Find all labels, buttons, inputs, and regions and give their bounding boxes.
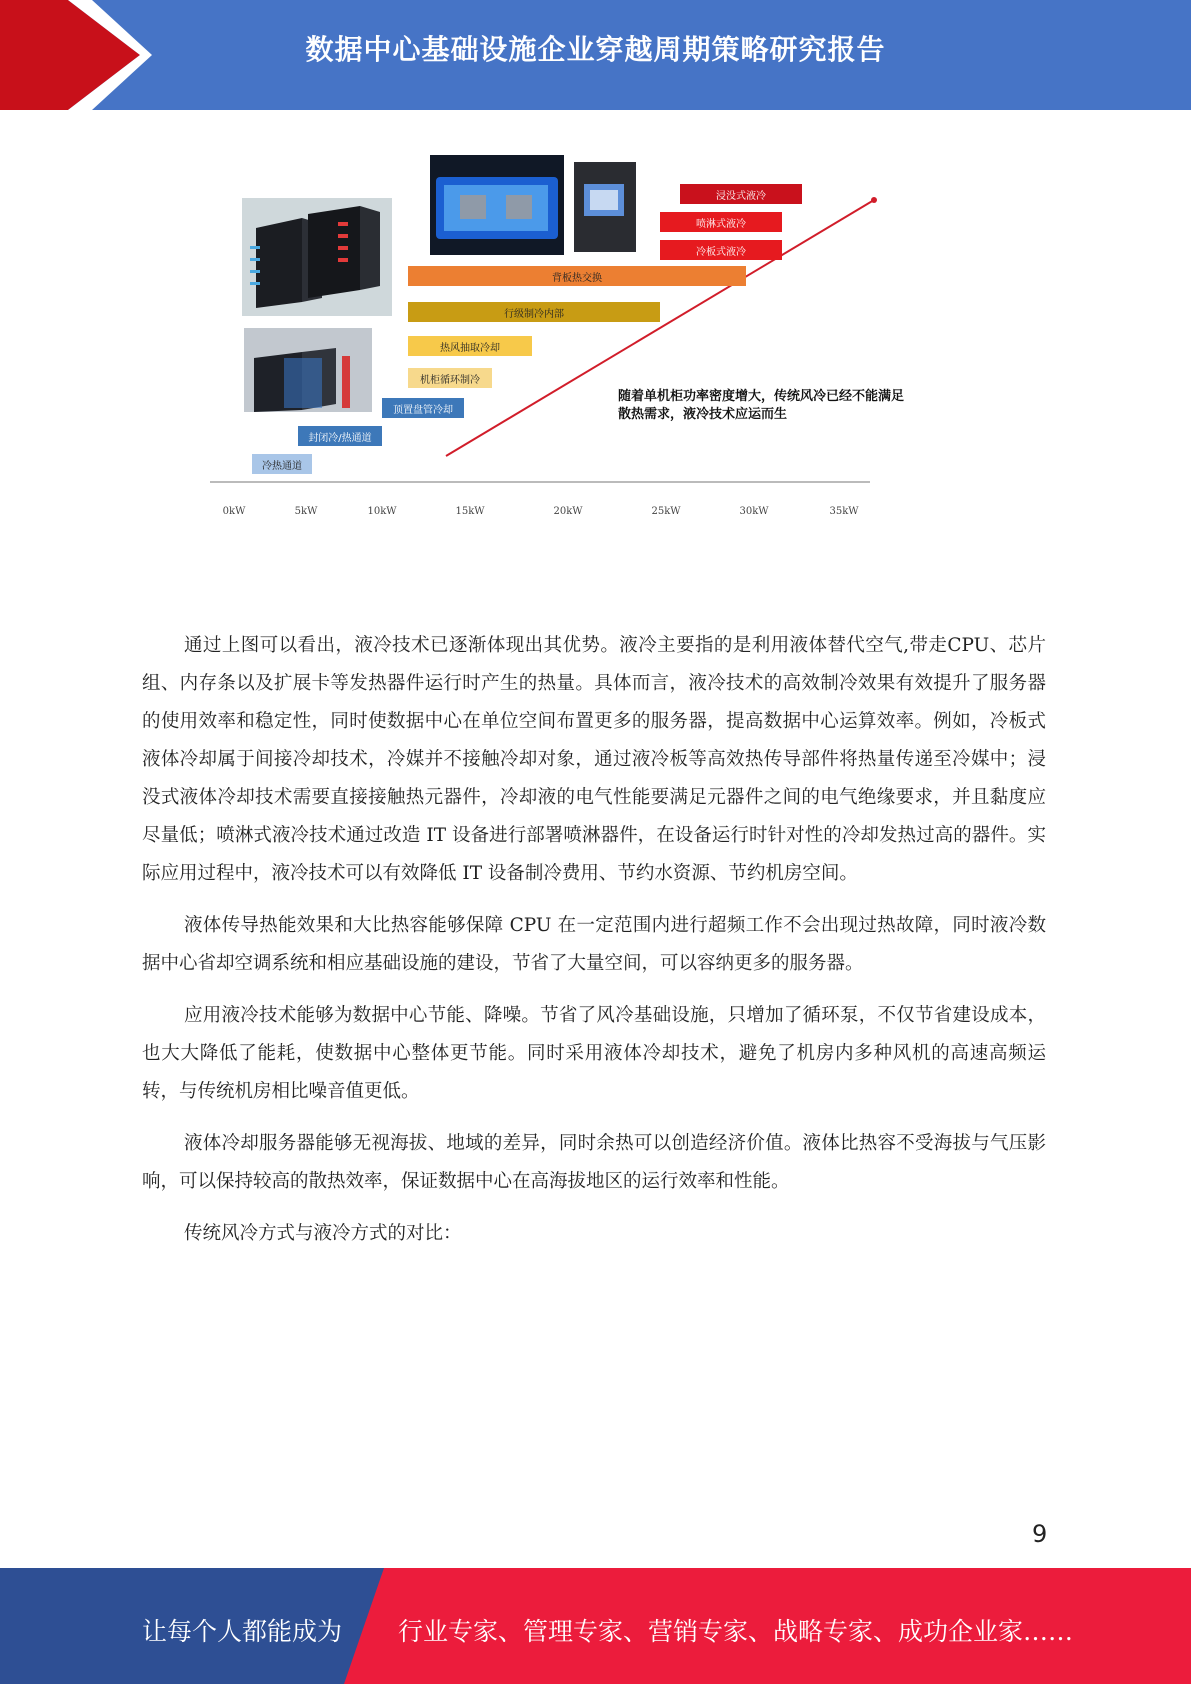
- bar-aisle-containment: 封闭冷/热通道: [298, 426, 382, 446]
- bar-in-row-cooling: 行级制冷内部: [408, 302, 660, 322]
- axis-tick: 10kW: [367, 506, 397, 517]
- bar-spray-cooling: 喷淋式液冷: [660, 212, 782, 232]
- footer-slogan-right: 行业专家、管理专家、营销专家、战略专家、成功企业家……: [398, 1617, 1074, 1646]
- body-text: [142, 627, 1046, 1267]
- page-number: 9: [1032, 1520, 1048, 1548]
- bar-cabinet-circulation: 机柜循环制冷: [408, 368, 492, 388]
- bar-hot-cold-aisle: 冷热通道: [252, 454, 312, 474]
- figure-note: 随着单机柜功率密度增大，传统风冷已经不能满足散热需求，液冷技术应运而生: [618, 389, 905, 422]
- axis-tick: 0kW: [222, 506, 246, 517]
- bar-overhead-coil: 顶置盘管冷却: [382, 398, 464, 418]
- page-header: [0, 0, 1191, 110]
- axis-tick: 5kW: [294, 506, 318, 517]
- axis-tick: 20kW: [553, 506, 583, 517]
- axis-tick: 25kW: [651, 506, 681, 517]
- paragraph: 传统风冷方式与液冷方式的对比：: [184, 1223, 462, 1244]
- axis-tick: 15kW: [455, 506, 485, 517]
- bar-rear-door-heat-exchange: 背板热交换: [408, 266, 746, 286]
- paragraph: 液体冷却服务器能够无视海拔、地域的差异，同时余热可以创造经济价值。液体比热容不受海拔与气压影响，可以保持较高的散热效率，保证数据中心在高海拔地区的运行效率和性能。: [142, 1133, 1046, 1192]
- page-footer: [0, 1568, 1191, 1684]
- axis-tick: 35kW: [829, 506, 859, 517]
- axis-tick: 30kW: [739, 506, 769, 517]
- paragraph: 通过上图可以看出，液冷技术已逐渐体现出其优势。液冷主要指的是利用液体替代空气,带走CPU、芯片组、内存条以及扩展卡等发热器件运行时产生的热量。具体而言，液冷技术的高效制冷效果有效提升了服务器的使用效率和稳定性，同时使数据中心在单位空间布置更多的服务器，提高数据中心运算效率。例如，冷板式液体冷却属于间接冷却技术，冷媒并不接触冷却对象，通过液冷板等高效热传导部件将热量传递至冷媒中；浸没式液体冷却技术需要直接接触热元器件，冷却液的电气性能要满足元器件之间的电气绝缘要求，并且黏度应尽量低；喷淋式液冷技术通过改造 IT 设备进行部署喷淋器件，在设备运行时针对性的冷却发热过高的器件。实际应用过程中，液冷技术可以有效降低 IT 设备制冷费用、节约水资源、节约机房空间。: [142, 635, 1046, 884]
- footer-slogan-left: 让每个人都能成为: [142, 1617, 343, 1646]
- bar-cold-plate-cooling: 冷板式液冷: [660, 240, 782, 260]
- report-title: 数据中心基础设施企业穿越周期策略研究报告: [305, 33, 886, 66]
- cooling-technology-figure: [210, 150, 905, 530]
- bar-immersion-cooling: 浸没式液冷: [680, 184, 802, 204]
- paragraph: 液体传导热能效果和大比热容能够保障 CPU 在一定范围内进行超频工作不会出现过热故障，同时液冷数据中心省却空调系统和相应基础设施的建设，节省了大量空间，可以容纳更多的服务器。: [142, 915, 1046, 974]
- bar-hot-air-extraction: 热风抽取冷却: [408, 336, 532, 356]
- paragraph: 应用液冷技术能够为数据中心节能、降噪。节省了风冷基础设施，只增加了循环泵，不仅节省建设成本，也大大降低了能耗，使数据中心整体更节能。同时采用液体冷却技术，避免了机房内多种风机的高速高频运转，与传统机房相比噪音值更低。: [142, 1005, 1046, 1102]
- trend-line-layer: [210, 150, 900, 530]
